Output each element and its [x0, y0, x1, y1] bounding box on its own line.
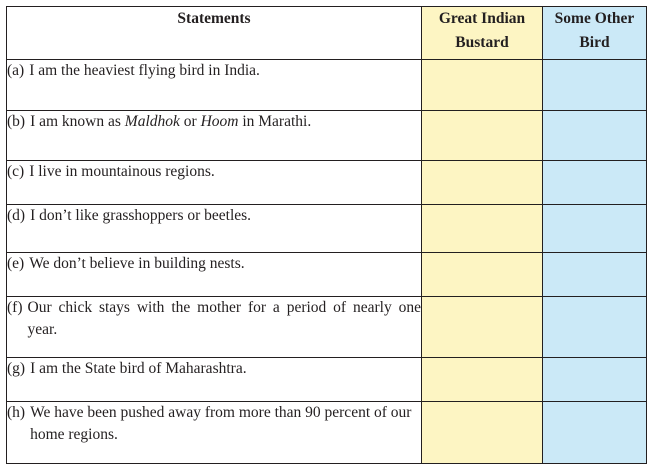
statement-text: I am the heaviest flying bird in India.: [29, 62, 260, 79]
statement-cell: [7, 253, 422, 297]
table-row: [7, 402, 647, 464]
great-indian-bustard-answer-cell[interactable]: [422, 111, 543, 161]
statement-label: (f): [7, 299, 23, 316]
bird-statements-table: [6, 6, 647, 464]
statement-italic-term: Hoom: [200, 113, 239, 130]
statement-cell: [7, 205, 422, 253]
some-other-bird-answer-cell[interactable]: [543, 161, 647, 205]
table-row: [7, 161, 647, 205]
statement-text: I live in mountainous regions.: [29, 163, 215, 180]
great-indian-bustard-answer-cell[interactable]: [422, 358, 543, 402]
statement-text: I am the State bird of Maharashtra.: [30, 360, 247, 377]
great-indian-bustard-answer-cell[interactable]: [422, 205, 543, 253]
statement-label: (b): [7, 113, 26, 130]
statement-label: (g): [7, 360, 26, 377]
table-row: [7, 358, 647, 402]
statements-header: [7, 7, 422, 60]
some-other-bird-answer-cell[interactable]: [543, 111, 647, 161]
some-other-bird-answer-cell[interactable]: [543, 253, 647, 297]
statement-label: (h): [7, 404, 26, 421]
table-row: [7, 60, 647, 111]
statement-cell: [7, 402, 422, 464]
great-indian-bustard-answer-cell[interactable]: [422, 161, 543, 205]
some-other-bird-answer-cell[interactable]: [543, 402, 647, 464]
statement-text: [30, 111, 421, 133]
statement-cell: [7, 161, 422, 205]
statement-text: Our chick stays with the mother for a period of nearly one year.: [27, 299, 421, 338]
statement-text: I don’t like grasshoppers or beetles.: [30, 207, 252, 224]
some-other-bird-header-line-2: Bird: [579, 34, 610, 51]
table-row: [7, 205, 647, 253]
statement-italic-term: Maldhok: [124, 113, 180, 130]
statement-cell: [7, 60, 422, 111]
statement-cell: [7, 297, 422, 358]
statement-cell: [7, 111, 422, 161]
statement-text: We have been pushed away from more than 90 percent of our home regions.: [30, 404, 412, 443]
great-indian-bustard-header: [422, 7, 543, 60]
some-other-bird-answer-cell[interactable]: [543, 297, 647, 358]
statement-text: We don’t believe in building nests.: [29, 255, 245, 272]
statement-cell: [7, 358, 422, 402]
statement-text-part: or: [179, 113, 201, 130]
some-other-bird-answer-cell[interactable]: [543, 205, 647, 253]
great-indian-bustard-answer-cell[interactable]: [422, 297, 543, 358]
statement-text-part: I am known as: [30, 113, 125, 130]
great-indian-bustard-answer-cell[interactable]: [422, 60, 543, 111]
great-indian-bustard-header-line-1: Great Indian: [438, 10, 526, 27]
statement-text-part: in Marathi.: [238, 113, 312, 130]
statement-label: (c): [7, 163, 25, 180]
great-indian-bustard-answer-cell[interactable]: [422, 402, 543, 464]
some-other-bird-header: [543, 7, 647, 60]
some-other-bird-answer-cell[interactable]: [543, 60, 647, 111]
table-row: [7, 297, 647, 358]
some-other-bird-header-line-1: Some Other: [554, 10, 635, 27]
statement-label: (e): [7, 255, 25, 272]
header-row: [7, 7, 647, 60]
statements-header-label: Statements: [177, 10, 251, 27]
statement-label: (d): [7, 207, 26, 224]
table-row: [7, 111, 647, 161]
some-other-bird-answer-cell[interactable]: [543, 358, 647, 402]
great-indian-bustard-answer-cell[interactable]: [422, 253, 543, 297]
table-row: [7, 253, 647, 297]
great-indian-bustard-header-line-2: Bustard: [455, 34, 509, 51]
statement-label: (a): [7, 62, 25, 79]
